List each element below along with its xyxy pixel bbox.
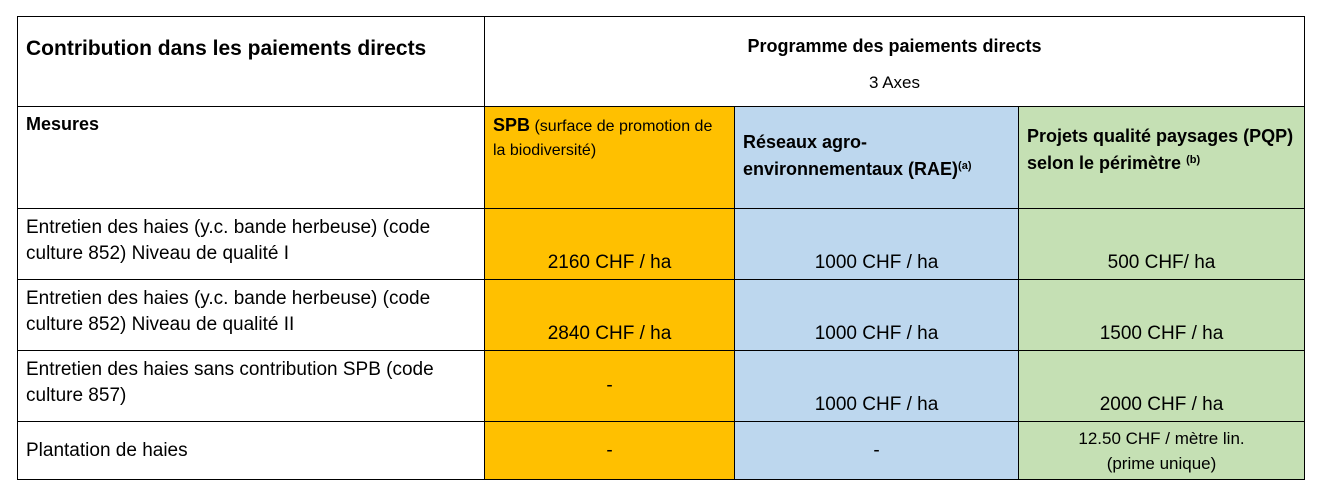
spb-bold: SPB <box>493 115 531 135</box>
pqp-value-line2: (prime unique) <box>1106 453 1217 473</box>
row-label: Entretien des haies sans contribution SPB (code culture 857) <box>18 351 485 422</box>
header-row-2 <box>18 107 1305 209</box>
spb-value: 2840 CHF / ha <box>485 280 735 351</box>
table-row <box>18 351 1305 422</box>
row-label: Plantation de haies <box>18 422 485 480</box>
spb-value: 2160 CHF / ha <box>485 209 735 280</box>
programme-header <box>485 17 1305 107</box>
axes-label: 3 Axes <box>868 73 921 92</box>
pqp-value: 500 CHF/ ha <box>1019 209 1305 280</box>
pqp-value: 2000 CHF / ha <box>1019 351 1305 422</box>
rae-value: 1000 CHF / ha <box>735 209 1019 280</box>
pqp-value: 1500 CHF / ha <box>1019 280 1305 351</box>
table-title: Contribution dans les paiements directs <box>18 17 485 107</box>
rae-value: 1000 CHF / ha <box>735 351 1019 422</box>
pqp-note: (b) <box>1186 154 1201 166</box>
rae-label: Réseaux agro-environnementaux (RAE) <box>743 132 959 179</box>
pqp-header <box>1019 107 1305 209</box>
pqp-value <box>1019 422 1305 480</box>
header-row-1 <box>18 17 1305 107</box>
pqp-label: Projets qualité paysages (PQP) selon le périmètre <box>1027 126 1294 173</box>
pqp-value-line1: 12.50 CHF / mètre lin. <box>1078 428 1245 448</box>
spb-header <box>485 107 735 209</box>
spb-value: - <box>485 422 735 480</box>
mesures-header: Mesures <box>18 107 485 209</box>
rae-value: 1000 CHF / ha <box>735 280 1019 351</box>
rae-note: (a) <box>958 160 972 172</box>
row-label: Entretien des haies (y.c. bande herbeuse) (code culture 852) Niveau de qualité I <box>18 209 485 280</box>
table-row <box>18 422 1305 480</box>
spb-value: - <box>485 351 735 422</box>
table-row <box>18 209 1305 280</box>
rae-value: - <box>735 422 1019 480</box>
table-row <box>18 280 1305 351</box>
row-label: Entretien des haies (y.c. bande herbeuse) (code culture 852) Niveau de qualité II <box>18 280 485 351</box>
spb-desc: (surface de promotion de la biodiversité) <box>493 118 713 159</box>
programme-title: Programme des paiements directs <box>747 36 1042 56</box>
payments-table <box>17 16 1305 480</box>
rae-header <box>735 107 1019 209</box>
